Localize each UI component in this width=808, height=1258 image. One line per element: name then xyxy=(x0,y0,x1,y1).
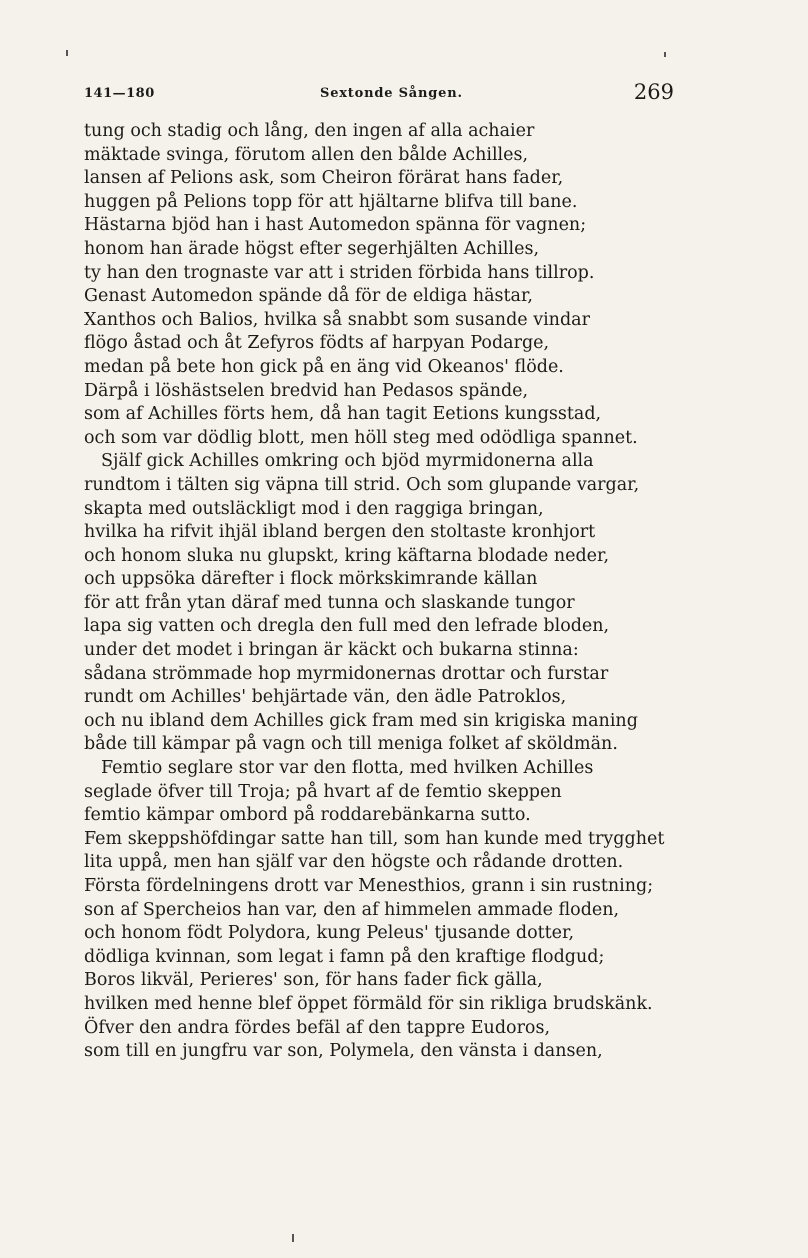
text-line: lapa sig vatten och dregla den full med den lefrade bloden, xyxy=(84,616,610,637)
text-line: skapta med outsläckligt mod i den raggiga bringan, xyxy=(84,498,544,519)
text-line: och honom sluka nu glupskt, kring käftarna blodade neder, xyxy=(84,545,610,566)
text-line: tung och stadig och lång, den ingen af alla achaier xyxy=(84,121,535,141)
text-line: dödliga kvinnan, som legat i famn på den kraftige flodgud; xyxy=(84,946,605,967)
text-line: och honom födt Polydora, kung Peleus' tjusande dotter, xyxy=(84,923,575,944)
text-line: Hästarna bjöd han i hast Automedon spänna för vagnen; xyxy=(84,215,587,236)
text-line: son af Spercheios han var, den af himmelen ammade floden, xyxy=(84,899,620,920)
text-line: rundtom i tälten sig väpna till strid. Och som glupande vargar, xyxy=(84,474,640,495)
text-line: och nu ibland dem Achilles gick fram med sin krigiska maning xyxy=(84,710,638,731)
text-line: honom han ärade högst efter segerhjälten Achilles, xyxy=(84,238,540,259)
text-line: hvilken med henne blef öppet förmäld för sin rikliga brudskänk. xyxy=(84,993,653,1014)
text-line: för att från ytan däraf med tunna och slaskande tungor xyxy=(84,592,575,613)
scan-speck xyxy=(292,1234,294,1242)
text-line: medan på bete hon gick på en äng vid Okeanos' flöde. xyxy=(84,356,564,377)
text-line: hvilka ha rifvit ihjäl ibland bergen den stoltaste kronhjort xyxy=(84,522,596,543)
scan-speck xyxy=(664,52,666,57)
text-line: lita uppå, men han själf var den högste och rådande drotten. xyxy=(84,852,624,873)
text-line: Boros likväl, Perieres' son, för hans fader fick gälla, xyxy=(84,970,543,991)
text-line: och uppsöka därefter i flock mörkskimrande källan xyxy=(84,569,538,590)
text-line: både till kämpar på vagn och till meniga folket af sköldmän. xyxy=(84,734,618,755)
text-line: Själf gick Achilles omkring och bjöd myrmidonerna alla xyxy=(101,451,594,472)
text-line: ty han den trognaste var att i striden förbida hans tillrop. xyxy=(84,262,595,283)
text-line: Därpå i löshästselen bredvid han Pedasos spände, xyxy=(84,380,529,401)
text-line: som till en jungfru var son, Polymela, den vänsta i dansen, xyxy=(84,1041,603,1062)
text-line: som af Achilles förts hem, då han tagit Eetions kungsstad, xyxy=(84,404,602,425)
text-line: Femtio seglare stor var den flotta, med hvilken Achilles xyxy=(101,758,594,779)
poem-text xyxy=(84,120,684,1064)
text-line: sådana strömmade hop myrmidonernas drottar och furstar xyxy=(84,663,609,684)
text-line: Fem skeppshöfdingar satte han till, som han kunde med trygghet xyxy=(84,828,665,849)
page-number: 269 xyxy=(633,80,674,104)
text-line: mäktade svinga, förutom allen den bålde Achilles, xyxy=(84,144,529,165)
text-line: och som var dödlig blott, men höll steg med odödliga spannet. xyxy=(84,427,638,448)
text-line: rundt om Achilles' behjärtade vän, den ädle Patroklos, xyxy=(84,687,567,708)
line-range: 141—180 xyxy=(84,86,155,101)
text-line: flögo åstad och åt Zefyros födts af harpyan Podarge, xyxy=(84,333,550,354)
text-line: under det modet i bringan är käckt och bukarna stinna: xyxy=(84,640,579,661)
text-line: seglade öfver till Troja; på hvart af de femtio skeppen xyxy=(84,781,562,802)
text-line: Genast Automedon spände då för de eldiga hästar, xyxy=(84,286,533,307)
text-line: lansen af Pelions ask, som Cheiron förärat hans fader, xyxy=(84,168,564,189)
text-line: Öfver den andra fördes befäl af den tappre Eudoros, xyxy=(84,1017,551,1038)
text-line: Första fördelningens drott var Menesthios, grann i sin rustning; xyxy=(84,876,654,896)
scan-speck xyxy=(66,50,68,56)
text-line: femtio kämpar ombord på roddarebänkarna sutto. xyxy=(84,805,531,826)
text-line: huggen på Pelions topp för att hjältarne blifva till bane. xyxy=(84,191,578,212)
running-header xyxy=(84,80,674,108)
chapter-title: Sextonde Sången. xyxy=(320,86,463,101)
text-line: Xanthos och Balios, hvilka så snabbt som susande vindar xyxy=(84,309,590,330)
